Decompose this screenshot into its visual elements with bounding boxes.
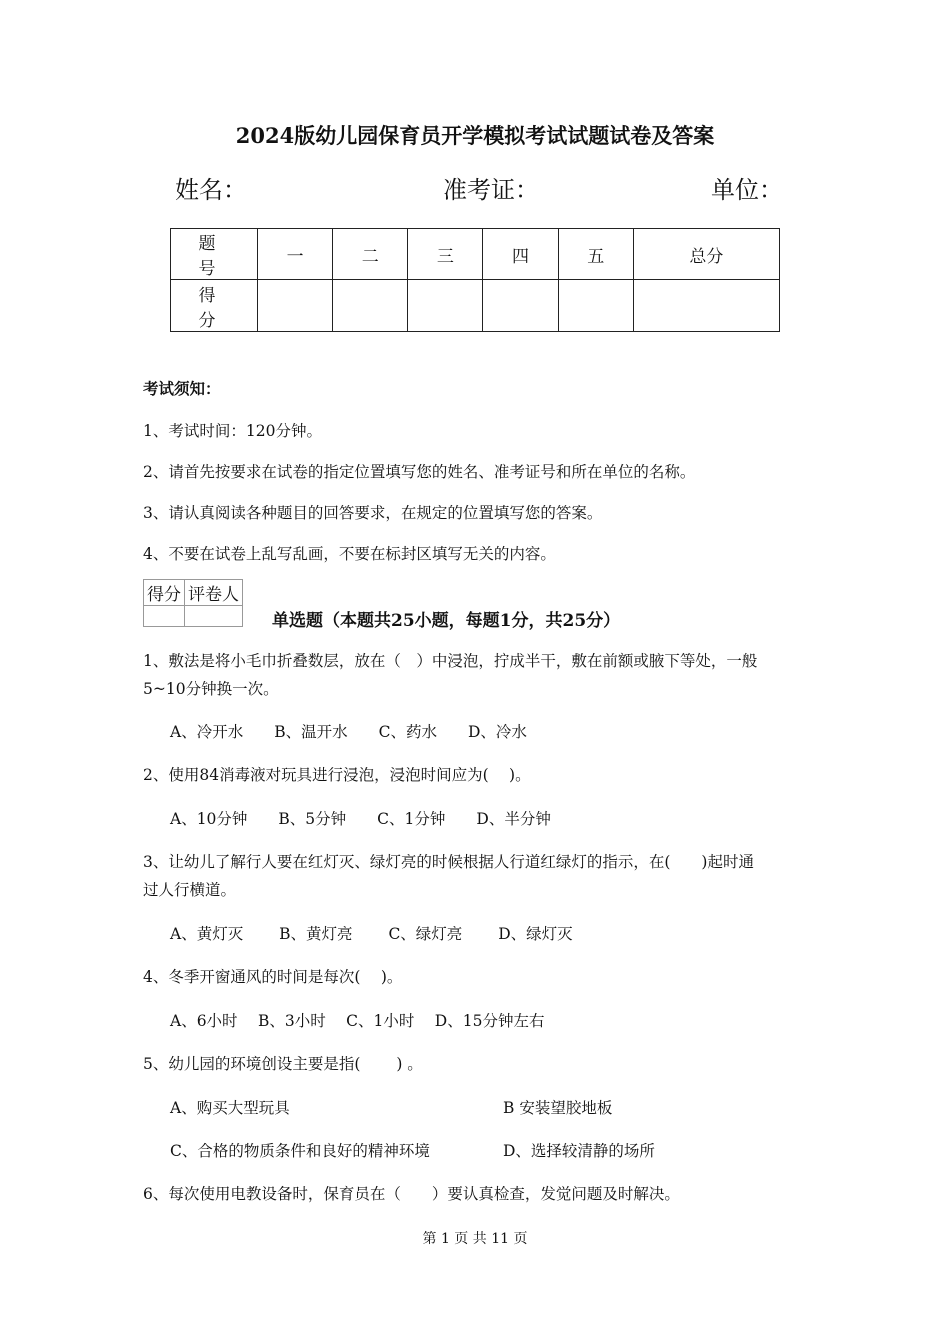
page-title: 2024版幼儿园保育员开学模拟考试试题试卷及答案 <box>235 123 715 148</box>
score-table-cell: 二 <box>333 229 408 280</box>
score-table-cell: 四 <box>483 229 558 280</box>
score-table-cell: 总分 <box>633 229 779 280</box>
score-table-cell: 一 <box>258 229 333 280</box>
question-3-text-cont: 过人行横道。 <box>143 881 237 899</box>
grader-reviewer-cell[interactable] <box>185 606 243 627</box>
question-2-text: 2、使用84消毒液对玩具进行浸泡，浸泡时间应为( )。 <box>143 766 531 784</box>
score-table <box>170 228 780 332</box>
question-6-text: 6、每次使用电教设备时，保育员在（ ）要认真检查，发觉问题及时解决。 <box>143 1185 680 1203</box>
question-3-text: 3、让幼儿了解行人要在红灯灭、绿灯亮的时候根据人行道红绿灯的指示，在( )起时通 <box>143 853 754 871</box>
instruction-item: 4、不要在试卷上乱写乱画，不要在标封区填写无关的内容。 <box>143 545 556 563</box>
score-table-empty-cell[interactable] <box>483 280 558 332</box>
score-table-empty-cell[interactable] <box>258 280 333 332</box>
section-title: 单选题（本题共25小题，每题1分，共25分） <box>272 611 621 631</box>
score-table-cell: 五 <box>558 229 633 280</box>
question-5-option-d: D、选择较清静的场所 <box>503 1142 655 1160</box>
question-5-option-c: C、合格的物质条件和良好的精神环境 <box>170 1142 430 1160</box>
question-4-text: 4、冬季开窗通风的时间是每次( )。 <box>143 968 403 986</box>
instruction-item: 2、请首先按要求在试卷的指定位置填写您的姓名、准考证号和所在单位的名称。 <box>143 463 696 481</box>
question-1-text-cont: 5~10分钟换一次。 <box>143 680 279 698</box>
score-table-cell: 题 号 <box>171 229 258 280</box>
question-5-option-a: A、购买大型玩具 <box>170 1099 290 1117</box>
instructions-heading: 考试须知： <box>143 379 221 398</box>
question-1-options: A、冷开水 B、温开水 C、药水 D、冷水 <box>170 723 527 741</box>
score-table-cell: 三 <box>408 229 483 280</box>
unit-field-label: 单位： <box>711 176 783 204</box>
grader-score-label: 得分 <box>144 580 185 606</box>
grader-box <box>143 579 243 627</box>
score-table-empty-cell[interactable] <box>558 280 633 332</box>
question-3-options: A、黄灯灭 B、黄灯亮 C、绿灯亮 D、绿灯灭 <box>170 925 573 943</box>
question-2-options: A、10分钟 B、5分钟 C、1分钟 D、半分钟 <box>170 810 551 828</box>
score-table-empty-cell[interactable] <box>408 280 483 332</box>
score-table-header-row <box>171 229 780 280</box>
score-table-empty-cell[interactable] <box>633 280 779 332</box>
score-table-cell: 得 分 <box>171 280 258 332</box>
instruction-item: 1、考试时间：120分钟。 <box>143 422 322 440</box>
question-5-text: 5、幼儿园的环境创设主要是指( ) 。 <box>143 1055 423 1073</box>
exam-id-field-label: 准考证： <box>443 176 539 204</box>
score-table-score-row <box>171 280 780 332</box>
score-table-empty-cell[interactable] <box>333 280 408 332</box>
question-5-option-b: B 安装望胶地板 <box>503 1099 613 1117</box>
grader-score-cell[interactable] <box>144 606 185 627</box>
question-1-text: 1、敷法是将小毛巾折叠数层，放在（ ）中浸泡，拧成半干，敷在前额或腋下等处，一般 <box>143 652 758 670</box>
grader-reviewer-label: 评卷人 <box>185 580 243 606</box>
instruction-item: 3、请认真阅读各种题目的回答要求，在规定的位置填写您的答案。 <box>143 504 603 522</box>
name-field-label: 姓名： <box>175 176 247 204</box>
page-footer: 第 1 页 共 11 页 <box>422 1231 528 1247</box>
question-4-options: A、6小时 B、3小时 C、1小时 D、15分钟左右 <box>170 1012 545 1030</box>
